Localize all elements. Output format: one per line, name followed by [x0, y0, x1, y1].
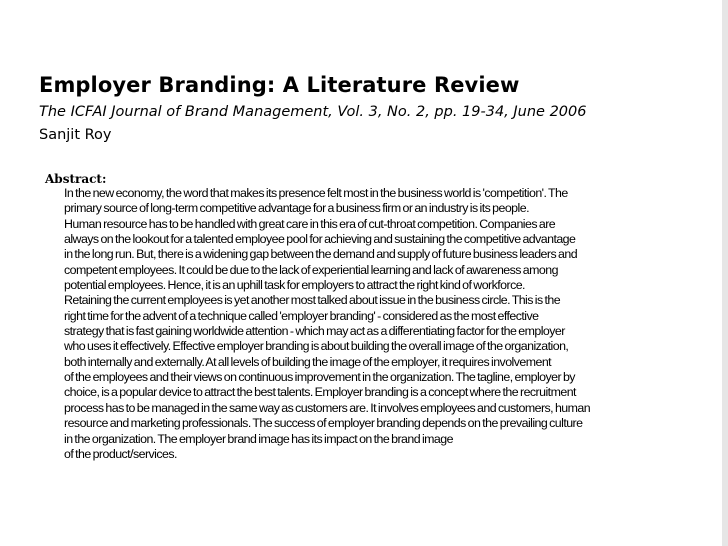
abstract-line: strategy that is fast gaining worldwide attention - which may act as a differentiating factor for the employer	[64, 324, 565, 339]
abstract-line: both internally and externally. At all levels of building the image of the employer, it requires involvement	[64, 354, 552, 369]
abstract-line: of the employees and their views on continuous improvement in the organization. The tagline, employer by	[64, 370, 575, 385]
abstract-line: resource and marketing professionals. The success of employer branding depends on the prevailing culture	[64, 416, 583, 431]
abstract-label: Abstract:	[45, 172, 107, 186]
abstract-line: primary source of long-term competitive advantage for a business firm or an industry is its people.	[64, 201, 529, 216]
abstract-line: of the product/services.	[64, 446, 177, 461]
abstract-line: potential employees. Hence, it is an uphill task for employers to attract the right kind of workforce.	[64, 278, 525, 293]
abstract-line: always on the lookout for a talented employee pool for achieving and sustaining the competitive advantage	[64, 232, 576, 247]
abstract-line: Retaining the current employees is yet another most talked about issue in the business circle. This is the	[64, 293, 561, 308]
abstract-line: In the new economy, the word that makes its presence felt most in the business world is 'competition'. The	[64, 186, 568, 200]
abstract-body	[64, 186, 684, 462]
abstract-line: in the organization. The employer brand image has its impact on the brand image	[64, 431, 453, 446]
author-name: Sanjit Roy	[39, 127, 112, 143]
abstract-line: competent employees. It could be due to the lack of experiential learning and lack of awareness among	[64, 262, 558, 277]
journal-citation: The ICFAI Journal of Brand Management, Vol. 3, No. 2, pp. 19-34, June 2006	[39, 104, 587, 120]
abstract-line: who uses it effectively. Effective employer branding is about building the overall image of the organization,	[64, 339, 569, 354]
document-title: Employer Branding: A Literature Review	[39, 73, 520, 97]
abstract-line: right time for the advent of a technique called 'employer branding' - considered as the most effective	[64, 308, 539, 323]
abstract-line: Human resource has to be handled with great care in this era of cut-throat competition. Companies are	[64, 216, 556, 231]
slide-edge	[722, 0, 728, 546]
abstract-line: choice, is a popular device to attract the best talents. Employer branding is a concept where the recruitment	[64, 385, 576, 400]
abstract-line: process has to be managed in the same way as customers are. It involves employees and customers, human	[64, 400, 591, 415]
abstract-line: in the long run. But, there is a widening gap between the demand and supply of future business leaders and	[64, 247, 578, 262]
